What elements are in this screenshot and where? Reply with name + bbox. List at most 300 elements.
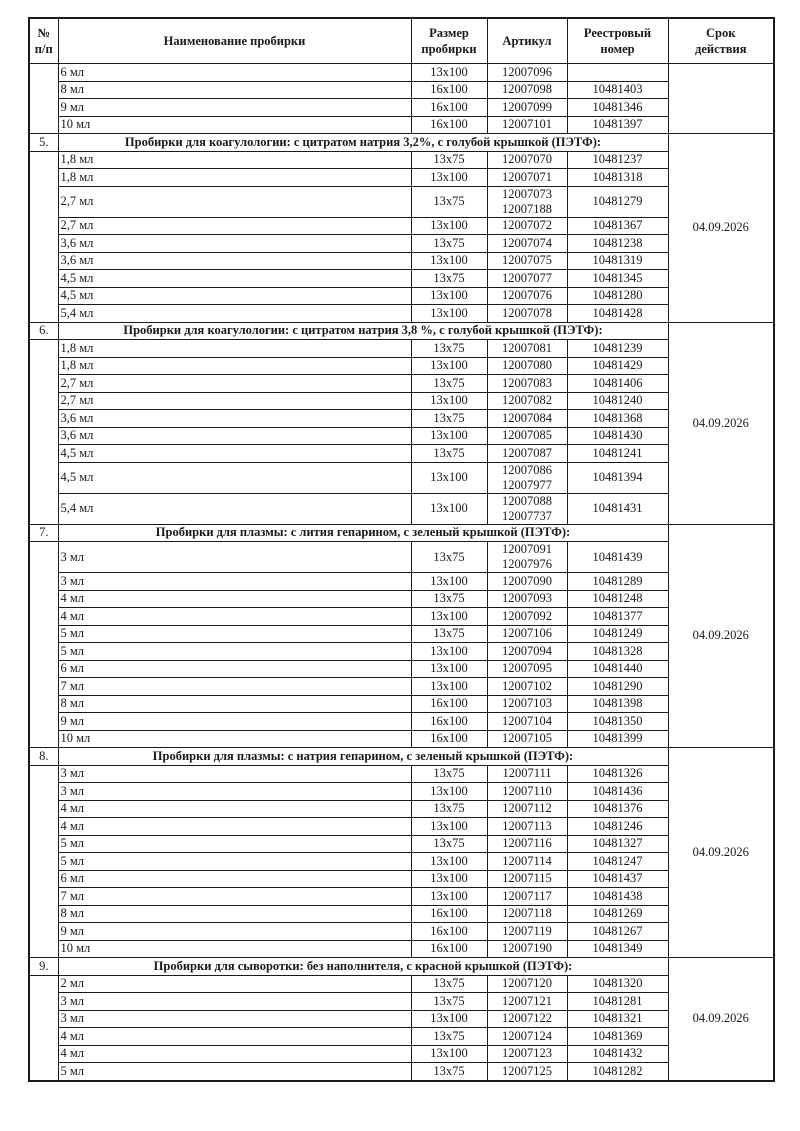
tube-name-cell: 2,7 мл bbox=[58, 392, 411, 410]
registry-number-cell: 10481432 bbox=[567, 1045, 668, 1063]
article-cell bbox=[487, 99, 567, 117]
registry-number-cell: 10481436 bbox=[567, 783, 668, 801]
article-number: 12007190 bbox=[502, 941, 552, 956]
article-number: 12007119 bbox=[502, 923, 552, 938]
tube-row bbox=[29, 357, 774, 375]
col-header-validity bbox=[668, 18, 774, 64]
registry-number-cell: 10481328 bbox=[567, 643, 668, 661]
col-header-num bbox=[29, 18, 58, 64]
tube-size-cell: 13x100 bbox=[411, 305, 487, 323]
tube-size-cell: 13x100 bbox=[411, 217, 487, 235]
table-body bbox=[29, 64, 774, 1081]
article-cell bbox=[487, 340, 567, 358]
col-header-num-line2: п/п bbox=[34, 42, 53, 56]
registry-number-cell: 10481438 bbox=[567, 888, 668, 906]
tube-size-cell: 13x75 bbox=[411, 270, 487, 288]
tube-size-cell: 13x75 bbox=[411, 235, 487, 253]
section-header-row bbox=[29, 748, 774, 766]
tube-size-cell: 13x100 bbox=[411, 427, 487, 445]
tube-row bbox=[29, 252, 774, 270]
tube-row bbox=[29, 975, 774, 993]
tube-row bbox=[29, 186, 774, 217]
col-header-validity-line1: Срок bbox=[706, 26, 736, 40]
article-number: 12007087 bbox=[502, 445, 552, 460]
tube-size-cell: 16x100 bbox=[411, 905, 487, 923]
tube-row bbox=[29, 1045, 774, 1063]
tube-row bbox=[29, 445, 774, 463]
article-number: 12007124 bbox=[502, 1028, 552, 1043]
registry-number-cell: 10481320 bbox=[567, 975, 668, 993]
article-number: 12007110 bbox=[502, 783, 552, 798]
tube-row bbox=[29, 64, 774, 82]
tube-name-cell: 2 мл bbox=[58, 975, 411, 993]
tube-name-cell: 10 мл bbox=[58, 730, 411, 748]
article-number: 12007080 bbox=[502, 358, 552, 373]
article-number: 12007111 bbox=[502, 766, 552, 781]
article-cell bbox=[487, 905, 567, 923]
tube-size-cell: 13x100 bbox=[411, 169, 487, 187]
tube-row bbox=[29, 870, 774, 888]
article-number: 12007073 bbox=[502, 186, 552, 201]
header-row bbox=[29, 18, 774, 64]
article-cell bbox=[487, 1028, 567, 1046]
section-title-cell: Пробирки для сыворотки: без наполнителя, с красной крышкой (ПЭТФ): bbox=[58, 958, 668, 976]
tube-name-cell: 3 мл bbox=[58, 783, 411, 801]
article-cell bbox=[487, 835, 567, 853]
tube-size-cell: 13x100 bbox=[411, 660, 487, 678]
article-number: 12007122 bbox=[502, 1011, 552, 1026]
tube-size-cell: 13x100 bbox=[411, 853, 487, 871]
article-number: 12007084 bbox=[502, 410, 552, 425]
article-number: 12007086 bbox=[502, 462, 552, 477]
article-number: 12007093 bbox=[502, 591, 552, 606]
article-number: 12007123 bbox=[502, 1046, 552, 1061]
registry-number-cell: 10481239 bbox=[567, 340, 668, 358]
tube-row bbox=[29, 375, 774, 393]
tube-size-cell: 13x100 bbox=[411, 357, 487, 375]
tube-size-cell: 13x75 bbox=[411, 542, 487, 573]
article-number: 12007081 bbox=[502, 340, 552, 355]
article-cell bbox=[487, 870, 567, 888]
tube-size-cell: 13x100 bbox=[411, 643, 487, 661]
tube-row bbox=[29, 730, 774, 748]
tube-name-cell: 4 мл bbox=[58, 1028, 411, 1046]
tube-row bbox=[29, 695, 774, 713]
article-cell bbox=[487, 713, 567, 731]
tube-name-cell: 10 мл bbox=[58, 116, 411, 134]
section-title-cell: Пробирки для коагулологии: с цитратом натрия 3,8 %, с голубой крышкой (ПЭТФ): bbox=[58, 322, 668, 340]
registry-number-cell: 10481431 bbox=[567, 493, 668, 524]
tube-row bbox=[29, 287, 774, 305]
article-number: 12007088 bbox=[502, 493, 552, 508]
section-header-row bbox=[29, 322, 774, 340]
article-cell bbox=[487, 1010, 567, 1028]
article-cell bbox=[487, 940, 567, 958]
tube-name-cell: 3 мл bbox=[58, 1010, 411, 1028]
tube-size-cell: 13x75 bbox=[411, 375, 487, 393]
article-cell bbox=[487, 217, 567, 235]
registry-number-cell: 10481269 bbox=[567, 905, 668, 923]
tube-name-cell: 3,6 мл bbox=[58, 252, 411, 270]
registry-number-cell: 10481440 bbox=[567, 660, 668, 678]
tube-row bbox=[29, 116, 774, 134]
tube-size-cell: 13x75 bbox=[411, 590, 487, 608]
registry-number-cell: 10481377 bbox=[567, 608, 668, 626]
article-cell bbox=[487, 888, 567, 906]
registry-number-cell: 10481398 bbox=[567, 695, 668, 713]
tube-size-cell: 13x75 bbox=[411, 1028, 487, 1046]
article-number: 12007114 bbox=[502, 853, 552, 868]
tube-name-cell: 3,6 мл bbox=[58, 427, 411, 445]
tube-row bbox=[29, 270, 774, 288]
tube-size-cell: 13x100 bbox=[411, 392, 487, 410]
registry-number-cell: 10481290 bbox=[567, 678, 668, 696]
tube-size-cell: 13x100 bbox=[411, 678, 487, 696]
col-header-size-line1: Размер bbox=[429, 26, 469, 40]
tube-row bbox=[29, 573, 774, 591]
article-number: 12007091 bbox=[502, 542, 552, 556]
tube-row bbox=[29, 217, 774, 235]
article-cell bbox=[487, 923, 567, 941]
article-number: 12007082 bbox=[502, 393, 552, 408]
article-number: 12007070 bbox=[502, 152, 552, 167]
tube-name-cell: 4,5 мл bbox=[58, 445, 411, 463]
col-header-registry-line1: Реестровый bbox=[583, 26, 652, 40]
article-cell bbox=[487, 375, 567, 393]
article-cell bbox=[487, 357, 567, 375]
registry-number-cell: 10481428 bbox=[567, 305, 668, 323]
tube-name-cell: 3 мл bbox=[58, 765, 411, 783]
tube-size-cell: 13x75 bbox=[411, 410, 487, 428]
tube-row bbox=[29, 713, 774, 731]
tube-row bbox=[29, 643, 774, 661]
tube-size-cell: 13x100 bbox=[411, 870, 487, 888]
article-cell bbox=[487, 993, 567, 1011]
section-number-cell: 5. bbox=[29, 134, 58, 152]
tube-name-cell: 6 мл bbox=[58, 660, 411, 678]
tube-row bbox=[29, 783, 774, 801]
registry-number-cell: 10481349 bbox=[567, 940, 668, 958]
tube-size-cell: 13x75 bbox=[411, 340, 487, 358]
tube-name-cell: 4,5 мл bbox=[58, 462, 411, 493]
registry-number-cell: 10481240 bbox=[567, 392, 668, 410]
article-number: 12007075 bbox=[502, 253, 552, 268]
article-number: 12007125 bbox=[502, 1063, 552, 1078]
article-cell bbox=[487, 660, 567, 678]
registry-number-cell: 10481321 bbox=[567, 1010, 668, 1028]
registry-number-cell: 10481346 bbox=[567, 99, 668, 117]
tube-size-cell: 13x100 bbox=[411, 252, 487, 270]
registry-number-cell: 10481368 bbox=[567, 410, 668, 428]
article-cell bbox=[487, 270, 567, 288]
tube-name-cell: 7 мл bbox=[58, 888, 411, 906]
registry-number-cell: 10481279 bbox=[567, 186, 668, 217]
tube-size-cell: 16x100 bbox=[411, 116, 487, 134]
group-number-spacer-cell bbox=[29, 975, 58, 1081]
registry-number-cell: 10481238 bbox=[567, 235, 668, 253]
article-number: 12007071 bbox=[502, 169, 552, 184]
tube-row bbox=[29, 99, 774, 117]
registry-number-cell: 10481399 bbox=[567, 730, 668, 748]
article-cell bbox=[487, 800, 567, 818]
registry-number-cell: 10481397 bbox=[567, 116, 668, 134]
tube-name-cell: 5 мл bbox=[58, 853, 411, 871]
group-number-spacer-cell bbox=[29, 340, 58, 525]
tube-size-cell: 13x100 bbox=[411, 818, 487, 836]
col-header-article bbox=[487, 18, 567, 64]
tube-row bbox=[29, 151, 774, 169]
article-number: 12007101 bbox=[502, 117, 552, 132]
article-number: 12007737 bbox=[502, 508, 552, 523]
tube-row bbox=[29, 340, 774, 358]
article-cell bbox=[487, 542, 567, 573]
tube-name-cell: 9 мл bbox=[58, 99, 411, 117]
tube-name-cell: 8 мл bbox=[58, 81, 411, 99]
tube-size-cell: 13x75 bbox=[411, 445, 487, 463]
tube-size-cell: 13x75 bbox=[411, 975, 487, 993]
registry-number-cell: 10481289 bbox=[567, 573, 668, 591]
article-number: 12007115 bbox=[502, 871, 552, 886]
article-cell bbox=[487, 1063, 567, 1081]
col-header-registry bbox=[567, 18, 668, 64]
col-header-validity-line2: действия bbox=[695, 42, 747, 56]
tube-name-cell: 5,4 мл bbox=[58, 493, 411, 524]
tube-row bbox=[29, 660, 774, 678]
tube-name-cell: 7 мл bbox=[58, 678, 411, 696]
tube-name-cell: 9 мл bbox=[58, 923, 411, 941]
article-cell bbox=[487, 169, 567, 187]
tube-size-cell: 13x75 bbox=[411, 186, 487, 217]
tube-row bbox=[29, 590, 774, 608]
tube-row bbox=[29, 235, 774, 253]
tube-size-cell: 13x75 bbox=[411, 800, 487, 818]
tube-name-cell: 4,5 мл bbox=[58, 270, 411, 288]
tube-row bbox=[29, 625, 774, 643]
tube-size-cell: 16x100 bbox=[411, 730, 487, 748]
tube-size-cell: 13x75 bbox=[411, 765, 487, 783]
article-cell bbox=[487, 695, 567, 713]
article-cell bbox=[487, 392, 567, 410]
section-title-cell: Пробирки для плазмы: с натрия гепарином, с зеленый крышкой (ПЭТФ): bbox=[58, 748, 668, 766]
article-cell bbox=[487, 853, 567, 871]
article-cell bbox=[487, 493, 567, 524]
tube-size-cell: 13x75 bbox=[411, 625, 487, 643]
article-number: 12007077 bbox=[502, 270, 552, 285]
tube-row bbox=[29, 542, 774, 573]
tube-row bbox=[29, 410, 774, 428]
article-number: 12007096 bbox=[502, 64, 552, 79]
article-cell bbox=[487, 305, 567, 323]
table-head bbox=[29, 18, 774, 64]
section-number-cell: 9. bbox=[29, 958, 58, 976]
group-number-spacer-cell bbox=[29, 765, 58, 958]
article-number: 12007103 bbox=[502, 696, 552, 711]
registry-number-cell: 10481237 bbox=[567, 151, 668, 169]
registry-number-cell: 10481248 bbox=[567, 590, 668, 608]
article-number: 12007102 bbox=[502, 678, 552, 693]
article-cell bbox=[487, 252, 567, 270]
tube-name-cell: 3,6 мл bbox=[58, 410, 411, 428]
registry-number-cell: 10481439 bbox=[567, 542, 668, 573]
registry-number-cell: 10481319 bbox=[567, 252, 668, 270]
article-number: 12007094 bbox=[502, 643, 552, 658]
validity-date-cell: 04.09.2026 bbox=[668, 748, 774, 958]
tube-row bbox=[29, 1063, 774, 1081]
tube-name-cell: 1,8 мл bbox=[58, 151, 411, 169]
tube-row bbox=[29, 940, 774, 958]
tube-row bbox=[29, 888, 774, 906]
registry-number-cell: 10481376 bbox=[567, 800, 668, 818]
article-number: 12007116 bbox=[502, 836, 552, 851]
tube-size-cell: 13x100 bbox=[411, 64, 487, 82]
article-cell bbox=[487, 462, 567, 493]
article-cell bbox=[487, 590, 567, 608]
tube-size-cell: 13x100 bbox=[411, 573, 487, 591]
tube-size-cell: 13x100 bbox=[411, 608, 487, 626]
registry-number-cell: 10481247 bbox=[567, 853, 668, 871]
tube-name-cell: 5 мл bbox=[58, 643, 411, 661]
article-cell bbox=[487, 730, 567, 748]
article-cell bbox=[487, 643, 567, 661]
registry-number-cell: 10481281 bbox=[567, 993, 668, 1011]
group-number-spacer-cell bbox=[29, 542, 58, 748]
article-number: 12007120 bbox=[502, 976, 552, 991]
article-cell bbox=[487, 608, 567, 626]
article-number: 12007104 bbox=[502, 713, 552, 728]
tube-size-cell: 13x100 bbox=[411, 1045, 487, 1063]
tube-size-cell: 13x100 bbox=[411, 493, 487, 524]
tube-size-cell: 13x100 bbox=[411, 287, 487, 305]
tube-name-cell: 5 мл bbox=[58, 835, 411, 853]
article-number: 12007098 bbox=[502, 82, 552, 97]
tube-size-cell: 16x100 bbox=[411, 713, 487, 731]
tube-row bbox=[29, 608, 774, 626]
tube-row bbox=[29, 800, 774, 818]
article-cell bbox=[487, 445, 567, 463]
article-number: 12007105 bbox=[502, 731, 552, 746]
article-cell bbox=[487, 81, 567, 99]
tube-name-cell: 8 мл bbox=[58, 905, 411, 923]
tube-row bbox=[29, 462, 774, 493]
article-number: 12007977 bbox=[502, 477, 552, 492]
registry-number-cell: 10481327 bbox=[567, 835, 668, 853]
registry-number-cell: 10481430 bbox=[567, 427, 668, 445]
section-number-cell: 7. bbox=[29, 524, 58, 542]
registry-number-cell bbox=[567, 64, 668, 82]
article-number: 12007118 bbox=[502, 906, 552, 921]
tube-row bbox=[29, 818, 774, 836]
col-header-article-line1: Артикул bbox=[502, 34, 552, 48]
article-cell bbox=[487, 186, 567, 217]
article-number: 12007085 bbox=[502, 428, 552, 443]
tube-size-cell: 13x75 bbox=[411, 1063, 487, 1081]
tube-row bbox=[29, 493, 774, 524]
tube-row bbox=[29, 835, 774, 853]
registry-number-cell: 10481429 bbox=[567, 357, 668, 375]
registry-number-cell: 10481406 bbox=[567, 375, 668, 393]
registry-number-cell: 10481267 bbox=[567, 923, 668, 941]
article-number: 12007113 bbox=[502, 818, 552, 833]
section-number-cell: 8. bbox=[29, 748, 58, 766]
registry-number-cell: 10481403 bbox=[567, 81, 668, 99]
article-cell bbox=[487, 625, 567, 643]
registry-number-cell: 10481394 bbox=[567, 462, 668, 493]
tube-name-cell: 1,8 мл bbox=[58, 169, 411, 187]
tube-size-cell: 13x100 bbox=[411, 888, 487, 906]
article-cell bbox=[487, 1045, 567, 1063]
tube-size-cell: 16x100 bbox=[411, 923, 487, 941]
tube-row bbox=[29, 81, 774, 99]
validity-date-cell: 04.09.2026 bbox=[668, 524, 774, 748]
tube-name-cell: 5,4 мл bbox=[58, 305, 411, 323]
section-header-row bbox=[29, 958, 774, 976]
tube-row bbox=[29, 392, 774, 410]
tube-row bbox=[29, 1028, 774, 1046]
tube-name-cell: 2,7 мл bbox=[58, 217, 411, 235]
tube-name-cell: 4 мл bbox=[58, 818, 411, 836]
tube-name-cell: 1,8 мл bbox=[58, 340, 411, 358]
article-number: 12007083 bbox=[502, 375, 552, 390]
tube-name-cell: 10 мл bbox=[58, 940, 411, 958]
tube-name-cell: 4 мл bbox=[58, 590, 411, 608]
group-number-spacer-cell bbox=[29, 151, 58, 322]
col-header-registry-line2: номер bbox=[600, 42, 635, 56]
col-header-name bbox=[58, 18, 411, 64]
tube-size-cell: 16x100 bbox=[411, 99, 487, 117]
tube-size-cell: 16x100 bbox=[411, 81, 487, 99]
tube-row bbox=[29, 1010, 774, 1028]
tube-name-cell: 6 мл bbox=[58, 64, 411, 82]
section-header-row bbox=[29, 524, 774, 542]
article-number: 12007099 bbox=[502, 99, 552, 114]
article-cell bbox=[487, 573, 567, 591]
article-number: 12007976 bbox=[502, 557, 552, 571]
tube-name-cell: 5 мл bbox=[58, 625, 411, 643]
article-cell bbox=[487, 765, 567, 783]
article-number: 12007092 bbox=[502, 608, 552, 623]
tube-row bbox=[29, 427, 774, 445]
tube-size-cell: 13x75 bbox=[411, 835, 487, 853]
article-number: 12007095 bbox=[502, 661, 552, 676]
tube-name-cell: 4 мл bbox=[58, 1045, 411, 1063]
registry-number-cell: 10481350 bbox=[567, 713, 668, 731]
article-cell bbox=[487, 410, 567, 428]
section-header-row bbox=[29, 134, 774, 152]
article-number: 12007112 bbox=[502, 801, 552, 816]
tube-name-cell: 1,8 мл bbox=[58, 357, 411, 375]
article-cell bbox=[487, 64, 567, 82]
registry-number-cell: 10481326 bbox=[567, 765, 668, 783]
article-cell bbox=[487, 235, 567, 253]
tube-name-cell: 4 мл bbox=[58, 800, 411, 818]
tube-name-cell: 3 мл bbox=[58, 573, 411, 591]
validity-date-cell: 04.09.2026 bbox=[668, 322, 774, 524]
tube-size-cell: 13x100 bbox=[411, 783, 487, 801]
tube-name-cell: 3,6 мл bbox=[58, 235, 411, 253]
article-number: 12007072 bbox=[502, 218, 552, 233]
registry-number-cell: 10481241 bbox=[567, 445, 668, 463]
article-number: 12007188 bbox=[502, 201, 552, 216]
registry-number-cell: 10481249 bbox=[567, 625, 668, 643]
tube-size-cell: 16x100 bbox=[411, 940, 487, 958]
col-header-num-line1: № bbox=[37, 26, 51, 40]
group-number-spacer-cell bbox=[29, 64, 58, 134]
section-title-cell: Пробирки для коагулологии: с цитратом натрия 3,2%, с голубой крышкой (ПЭТФ): bbox=[58, 134, 668, 152]
registry-number-cell: 10481345 bbox=[567, 270, 668, 288]
validity-date-cell bbox=[668, 64, 774, 134]
section-number-cell: 6. bbox=[29, 322, 58, 340]
validity-date-cell: 04.09.2026 bbox=[668, 134, 774, 323]
